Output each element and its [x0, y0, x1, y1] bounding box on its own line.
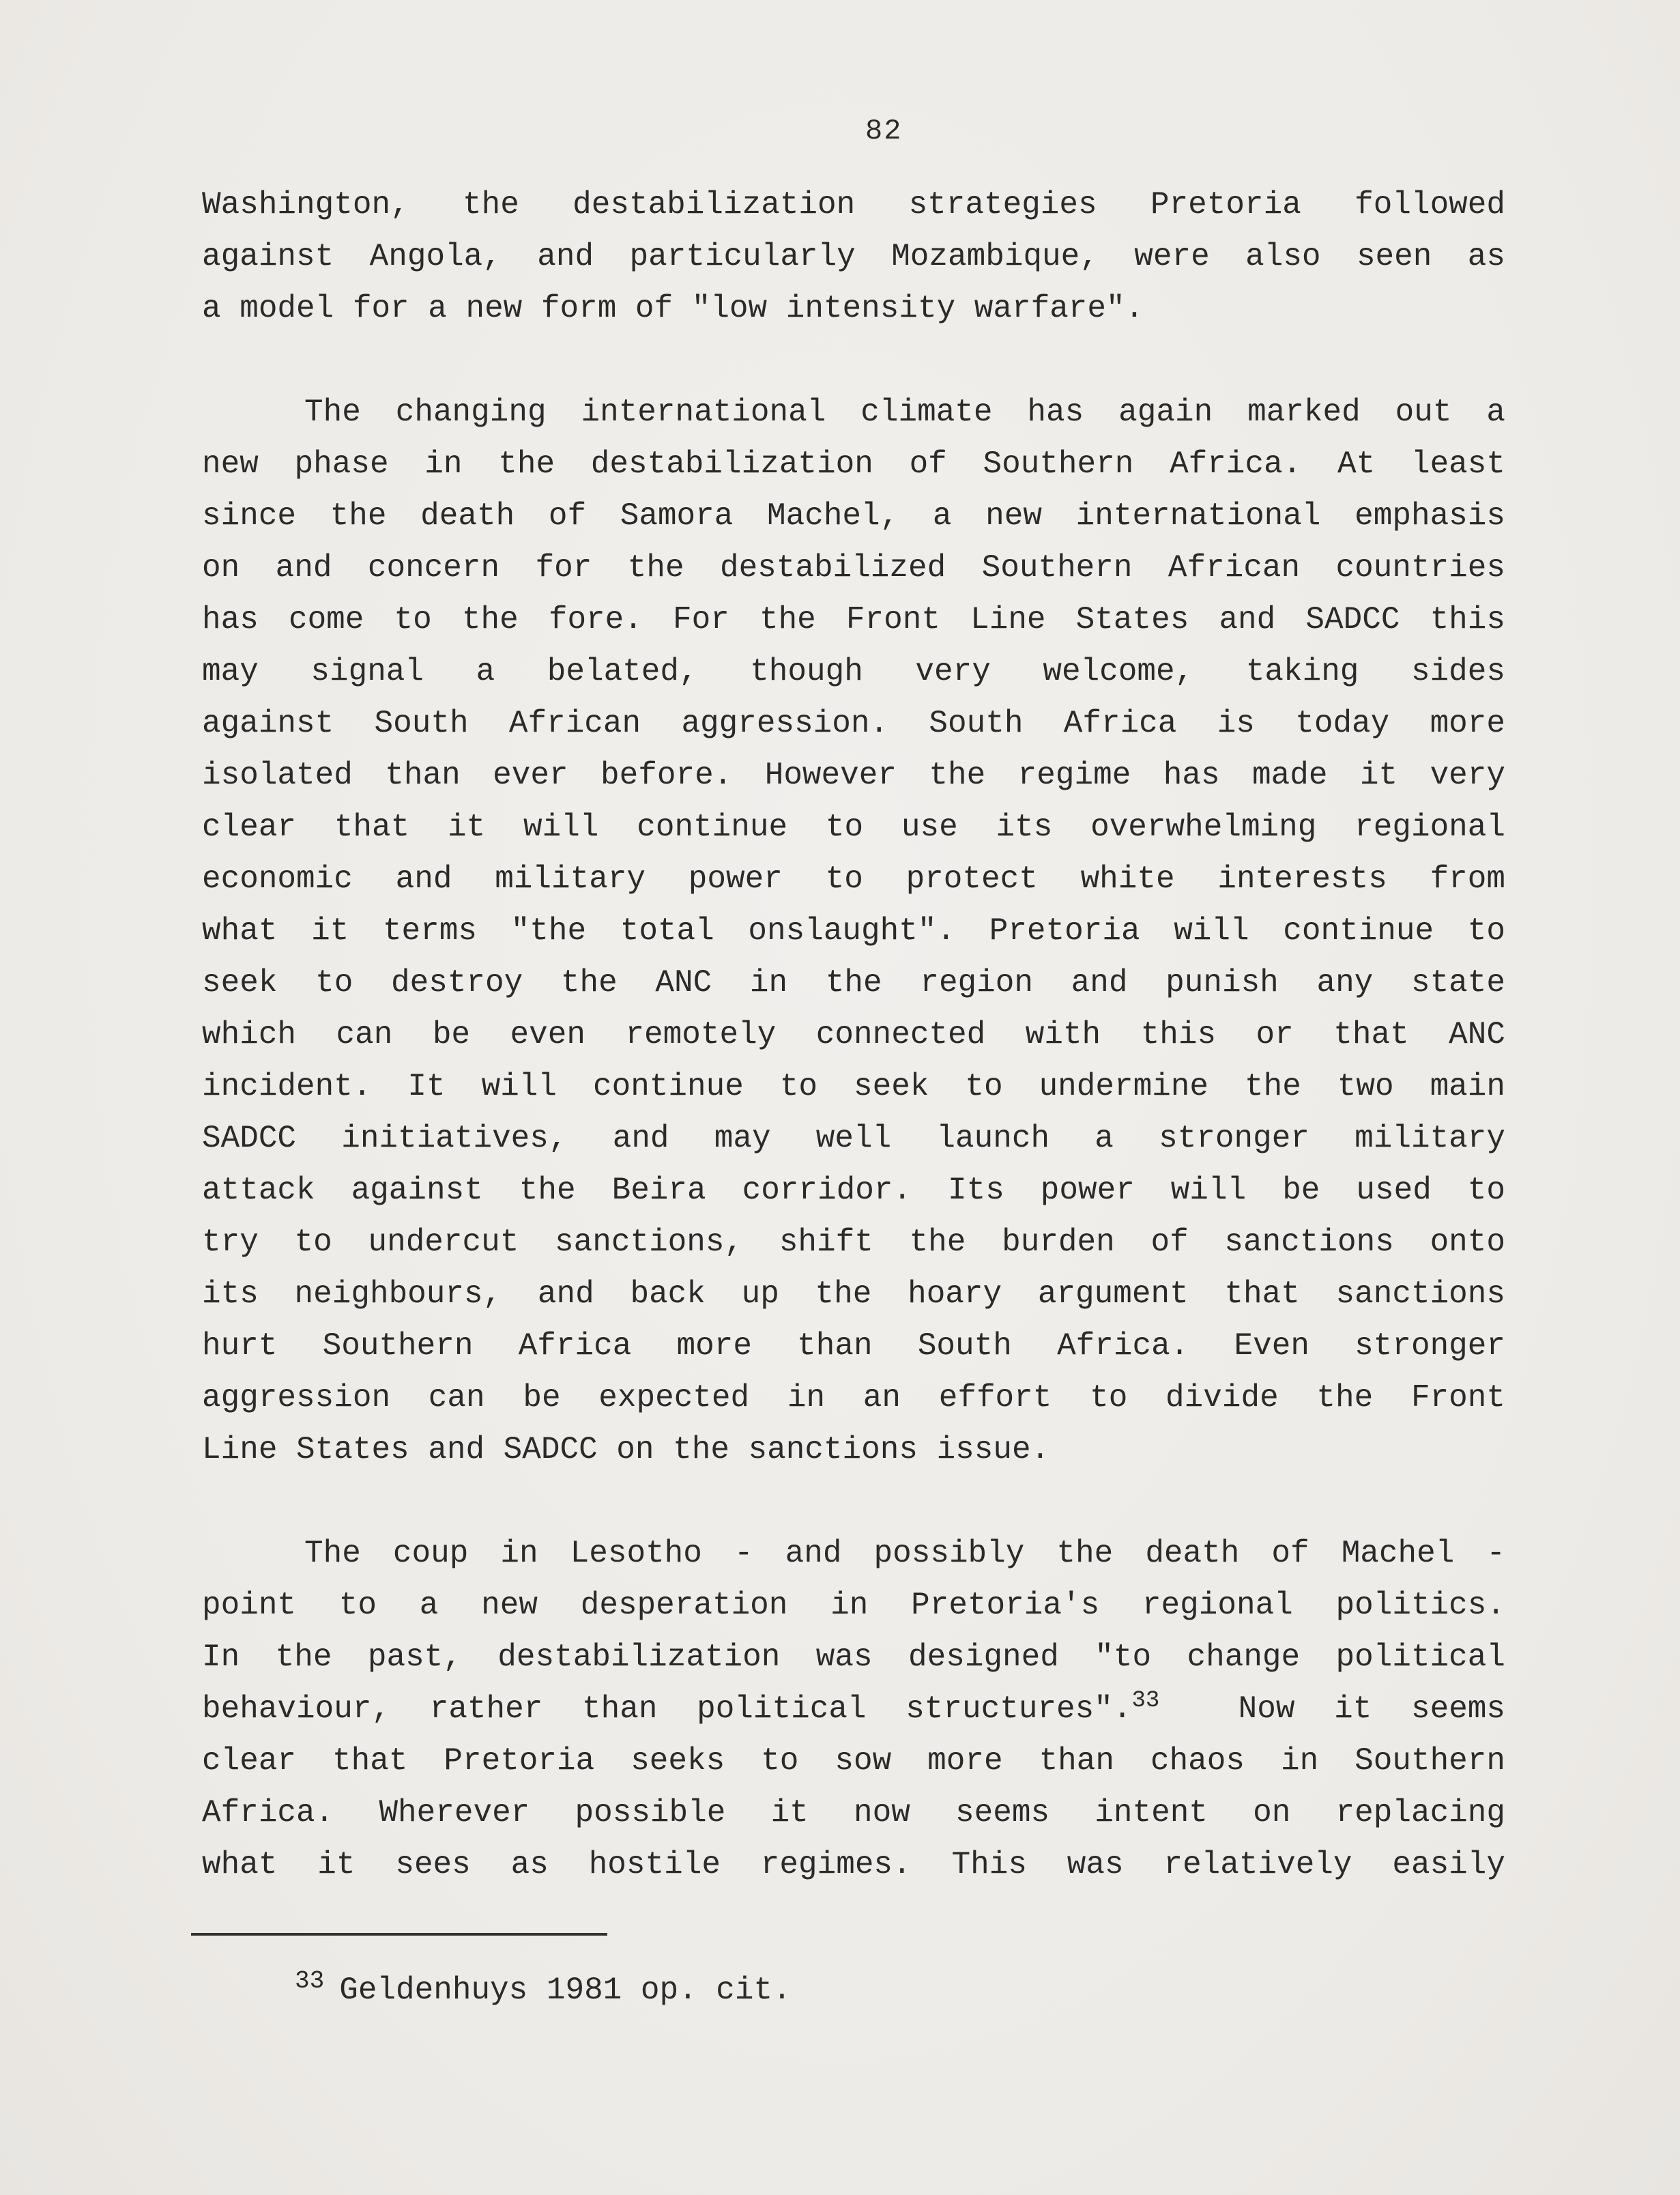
text-line: seek to destroy the ANC in the region and punish any state: [202, 965, 1505, 1001]
footnote-divider: [191, 1933, 607, 1936]
body-text: [202, 179, 1505, 1891]
text-line: against Angola, and particularly Mozambique, were also seen as: [202, 239, 1505, 274]
text-line: attack against the Beira corridor. Its power will be used to: [202, 1173, 1505, 1208]
text-line: In the past, destabilization was designed "to change political: [202, 1639, 1505, 1675]
text-line: may signal a belated, though very welcome, taking sides: [202, 654, 1505, 689]
text-line: clear that Pretoria seeks to sow more than chaos in Southern: [202, 1743, 1505, 1779]
text-line: point to a new desperation in Pretoria's regional politics.: [202, 1588, 1505, 1623]
text-line: on and concern for the destabilized Southern African countries: [202, 550, 1505, 586]
text-line: Line States and SADCC on the sanctions issue.: [202, 1432, 1050, 1467]
page-number: 82: [865, 115, 903, 147]
text-line: hurt Southern Africa more than South Africa. Even stronger: [202, 1328, 1505, 1364]
text-line: its neighbours, and back up the hoary argument that sanctions: [202, 1276, 1505, 1312]
paragraph-1: [202, 179, 1505, 334]
text-line: clear that it will continue to use its overwhelming regional: [202, 809, 1505, 845]
footnote: [295, 1957, 792, 2014]
footnote-number: 33: [295, 1967, 325, 1995]
text-fragment: Now it seems: [1159, 1691, 1505, 1727]
text-line: Africa. Wherever possible it now seems intent on replacing: [202, 1795, 1505, 1831]
text-fragment: behaviour, rather than political structures".: [202, 1691, 1132, 1727]
text-line: since the death of Samora Machel, a new international emphasis: [202, 498, 1505, 534]
text-line: try to undercut sanctions, shift the burden of sanctions onto: [202, 1224, 1505, 1260]
text-line-with-footnote-ref: [202, 1683, 1505, 1735]
text-line: incident. It will continue to seek to undermine the two main: [202, 1069, 1505, 1104]
footnote-text: Geldenhuys 1981 op. cit.: [339, 1972, 792, 2008]
text-line: SADCC initiatives, and may well launch a stronger military: [202, 1121, 1505, 1156]
paragraph-3: [202, 1527, 1505, 1891]
text-line: what it sees as hostile regimes. This was relatively easily: [202, 1847, 1505, 1882]
text-line: which can be even remotely connected with this or that ANC: [202, 1017, 1505, 1052]
text-line: The coup in Lesotho - and possibly the death of Machel -: [304, 1536, 1505, 1571]
text-line: Washington, the destabilization strategies Pretoria followed: [202, 187, 1505, 223]
text-line: new phase in the destabilization of Southern Africa. At least: [202, 446, 1505, 482]
text-line: economic and military power to protect white interests from: [202, 861, 1505, 897]
text-line: against South African aggression. South Africa is today more: [202, 706, 1505, 741]
text-line: aggression can be expected in an effort to divide the Front: [202, 1380, 1505, 1416]
paragraph-2: [202, 386, 1505, 1476]
footnote-reference: 33: [1131, 1688, 1160, 1714]
text-line: isolated than ever before. However the regime has made it very: [202, 758, 1505, 793]
text-line: what it terms "the total onslaught". Pretoria will continue to: [202, 913, 1505, 949]
text-line: a model for a new form of "low intensity warfare".: [202, 291, 1144, 326]
text-line: The changing international climate has again marked out a: [304, 394, 1505, 430]
text-line: has come to the fore. For the Front Line States and SADCC this: [202, 602, 1505, 637]
